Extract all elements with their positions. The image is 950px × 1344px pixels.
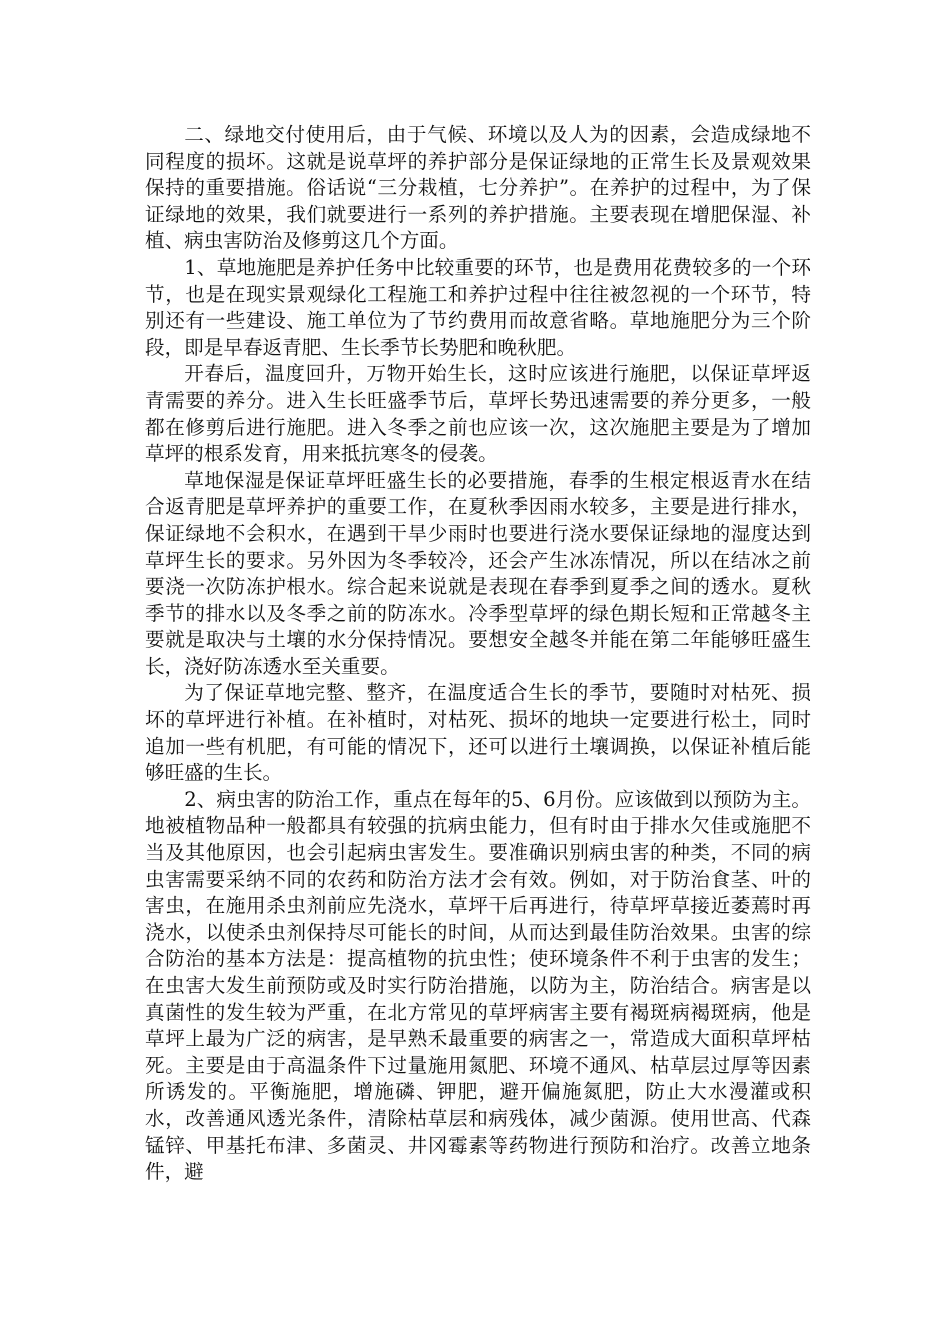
paragraph-spring-fertilizing: 开春后，温度回升，万物开始生长，这时应该进行施肥，以保证草坪返青需要的养分。进入生长旺盛季节后，草坪长势迅速需要的养分更多，一般都在修剪后进行施肥。进入冬季之前也应该一次，这次施肥主要是为了增加草坪的根系发育，用来抵抗寒冬的侵袭。: [145, 362, 811, 466]
paragraph-moisture: 草地保湿是保证草坪旺盛生长的必要措施，春季的生根定根返青水在结合返青肥是草坪养护的重要工作，在夏秋季因雨水较多，主要是进行排水，保证绿地不会积水，在遇到干旱少雨时也要进行浇水要保证绿地的湿度达到草坪生长的要求。另外因为冬季较冷，还会产生冰冻情况，所以在结冰之前要浇一次防冻护根水。综合起来说就是表现在春季到夏季之间的透水。夏秋季节的排水以及冬季之前的防冻水。冷季型草坪的绿色期长短和正常越冬主要就是取决与土壤的水分保持情况。要想安全越冬并能在第二年能够旺盛生长，浇好防冻透水至关重要。: [145, 468, 811, 678]
paragraph-pest-control: 2、病虫害的防治工作，重点在每年的5、6月份。应该做到以预防为主。地被植物品种一般都具有较强的抗病虫能力，但有时由于排水欠佳或施肥不当及其他原因，也会引起病虫害发生。要准确识别病虫害的种类，不同的病虫害需要采纳不同的农药和防治方法才会有效。例如，对于防治食茎、叶的害虫，在施用杀虫剂前应先浇水，草坪干后再进行，待草坪草接近萎蔫时再浇水，以使杀虫剂保持尽可能长的时间，从而达到最佳防治效果。虫害的综合防治的基本方法是：提高植物的抗虫性；使环境条件不利于虫害的发生；在虫害大发生前预防或及时实行防治措施，以防为主，防治结合。病害是以真菌性的发生较为严重，在北方常见的草坪病害主要有褐斑病褐斑病，他是草坪上最为广泛的病害，是早熟禾最重要的病害之一，常造成大面积草坪枯死。主要是由于高温条件下过量施用氮肥、环境不通风、枯草层过厚等因素所诱发的。平衡施肥，增施磷、钾肥，避开偏施氮肥，防止大水漫灌或积水，改善通风透光条件，清除枯草层和病残体，减少菌源。使用世高、代森锰锌、甲基托布津、多菌灵、井冈霉素等药物进行预防和治疗。改善立地条件，避: [145, 787, 811, 1184]
paragraph-replanting: 为了保证草地完整、整齐，在温度适合生长的季节，要随时对枯死、损坏的草坪进行补植。在补植时，对枯死、损坏的地块一定要进行松土，同时追加一些有机肥，有可能的情况下，还可以进行土壤调换，以保证补植后能够旺盛的生长。: [145, 681, 811, 785]
paragraph-maintenance-intro: 二、绿地交付使用后，由于气候、环境以及人为的因素，会造成绿地不同程度的损坏。这就是说草坪的养护部分是保证绿地的正常生长及景观效果保持的重要措施。俗话说“三分栽植，七分养护”。在养护的过程中，为了保证绿地的效果，我们就要进行一系列的养护措施。主要表现在增肥保湿、补植、病虫害防治及修剪这几个方面。: [145, 123, 811, 253]
document-body: [145, 122, 811, 1186]
paragraph-fertilizing: 1、草地施肥是养护任务中比较重要的环节，也是费用花费较多的一个环节，也是在现实景观绿化工程施工和养护过程中往往被忽视的一个环节，特别还有一些建设、施工单位为了节约费用而故意省略。草地施肥分为三个阶段，即是早春返青肥、生长季节长势肥和晚秋肥。: [145, 255, 811, 359]
